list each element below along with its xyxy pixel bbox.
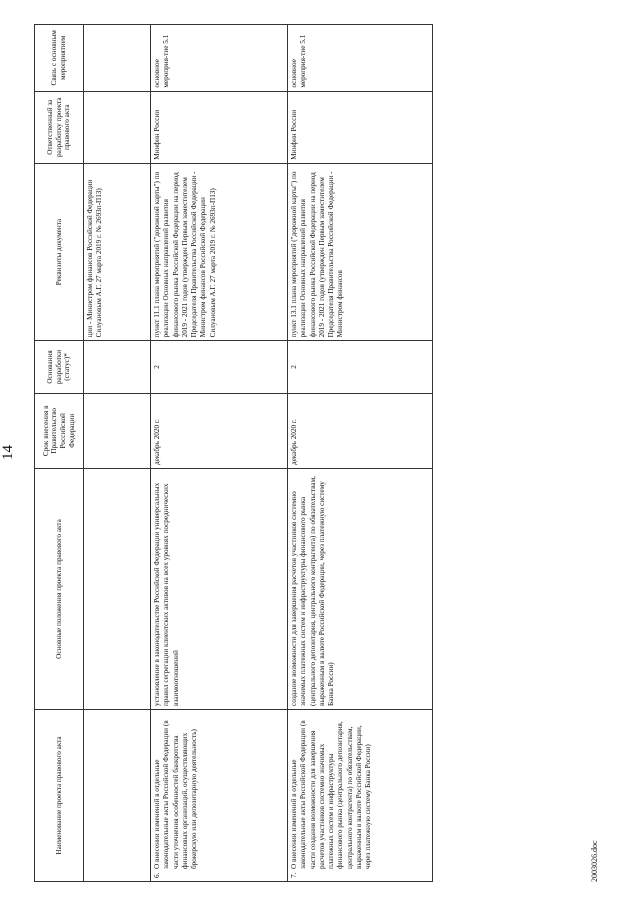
row-name: О внесении изменений в отдельные законодательные акты Российской Федерации (в части уточнения особенностей банкротства финансовых организаций, осуществляющих брокерскую или депозитарную деятельность) [153,720,199,869]
cell-name [84,709,151,881]
header-basis: Основания разработки (статус)* [35,341,84,393]
cell-provisions: создание возможности для завершения расчетов участников системно значимых платежных систем и инфраструктуры финансового рынка (центрального депозитария, центрального контрагента) по обязательствам, выраженным в валюте Российской Федерации, через платежную систему Банка России) [288,469,433,710]
cell-details: пункт 13.1 плана мероприятий ("дорожной карты") по реализации Основных направлений развития финансового рынка Российской Федерации на период 2019 - 2021 годов (утвержден Первым заместителем Председателя Правительства Российской Федерации - Министром финансов [288,163,433,341]
table-row-continuation [84,25,151,882]
cell-link: основное мероприя-тие 5.1 [288,25,433,92]
cell-provisions: установление в законодательстве Российской Федерации универсальных правил сегрегации клиентских активов на всех уровнях посреднических взаимоотношений [151,469,288,710]
header-provisions: Основные положения проекта правового акта [35,469,84,710]
cell-basis: 2 [151,341,288,393]
header-deadline: Срок внесения в Правительство Российской Федерации [35,393,84,468]
cell-link [84,25,151,92]
cell-details: ции - Министром финансов Российской Федерации Силуановым А.Г. 27 марта 2019 г. № 2693п-П13) [84,163,151,341]
row-number: 6. [153,872,161,878]
table-header-row [35,25,84,882]
row-name: О внесении изменений в отдельные законодательные акты Российской Федерации (в части создания возможности для завершения расчетов участников системно значимых платежных систем и инфраструктуры финансового рынка (центрального депозитария, центрального контрагента) по обязательствам, выраженным в валюте Российской Федерации, через платежную систему Банка России) [290,720,373,869]
cell-name [151,709,288,881]
header-details: Реквизиты документа [35,163,84,341]
cell-provisions [84,469,151,710]
header-responsible: Ответственный за разработку проекта правового акта [35,91,84,163]
table-row [151,25,288,882]
cell-deadline: декабрь 2020 г. [288,393,433,468]
cell-deadline: декабрь 2020 г. [151,393,288,468]
row-number: 7. [290,872,298,878]
page-number: 14 [0,445,16,460]
cell-responsible: Минфин России [288,91,433,163]
header-name: Наименование проекта правового акта [35,709,84,881]
cell-responsible [84,91,151,163]
header-link: Связь с основным мероприятием [35,25,84,92]
legal-acts-table [34,24,433,882]
cell-details: пункт 11.1 плана мероприятий ("дорожной карты") по реализации Основных направлений развития финансового рынка Российской Федерации на период 2019 - 2021 годов (утвержден Первым заместителем Председателя Правительства Российской Федерации - Министром финансов Российской Федерации Силуановым А.Г. 27 марта 2019 г. № 2693п-П13) [151,163,288,341]
cell-deadline [84,393,151,468]
document-filename: 2003026.doc [590,840,599,882]
cell-responsible: Минфин России [151,91,288,163]
cell-name [288,709,433,881]
cell-link: основное мероприя-тие 5.1 [151,25,288,92]
table-row [288,25,433,882]
cell-basis: 2 [288,341,433,393]
cell-basis [84,341,151,393]
